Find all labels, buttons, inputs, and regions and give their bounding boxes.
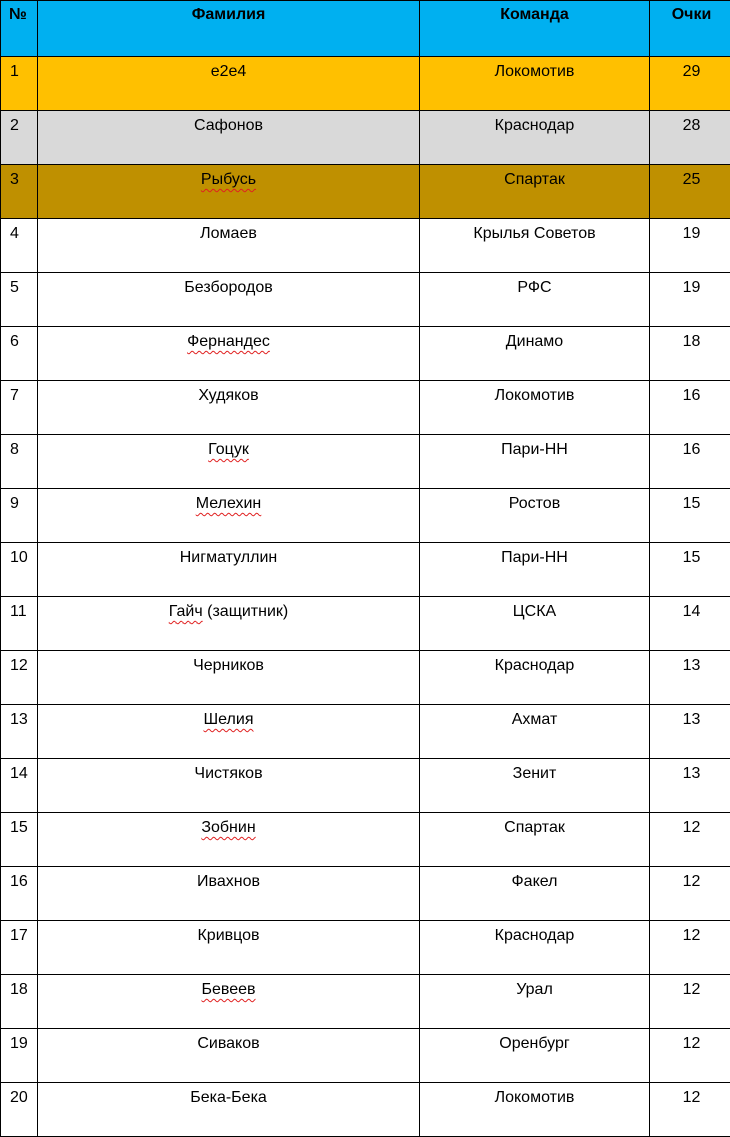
- cell-team: [420, 111, 650, 165]
- row-number: 6: [1, 327, 37, 351]
- cell-number: [1, 813, 38, 867]
- points-value: 12: [650, 1029, 730, 1053]
- table-row: [1, 57, 730, 111]
- cell-team: [420, 327, 650, 381]
- points-value: 12: [650, 921, 730, 945]
- cell-points: [650, 489, 730, 543]
- cell-surname: [38, 435, 420, 489]
- cell-surname: [38, 57, 420, 111]
- cell-surname: [38, 489, 420, 543]
- cell-number: [1, 867, 38, 921]
- table-row: [1, 435, 730, 489]
- table-header-row: [1, 1, 730, 57]
- row-number: 8: [1, 435, 37, 459]
- player-surname: Бевеев: [201, 981, 255, 998]
- row-number: 18: [1, 975, 37, 999]
- team-name: Ахмат: [420, 705, 649, 729]
- row-number: 2: [1, 111, 37, 135]
- points-value: 28: [650, 111, 730, 135]
- cell-points: [650, 975, 730, 1029]
- cell-team: [420, 705, 650, 759]
- cell-team: [420, 489, 650, 543]
- player-surname: Бека-Бека: [190, 1089, 267, 1106]
- row-number: 4: [1, 219, 37, 243]
- table-row: [1, 165, 730, 219]
- cell-surname: [38, 381, 420, 435]
- player-surname: Нигматуллин: [180, 549, 277, 566]
- team-name: Динамо: [420, 327, 649, 351]
- player-surname: Кривцов: [197, 927, 259, 944]
- row-number: 9: [1, 489, 37, 513]
- cell-number: [1, 597, 38, 651]
- cell-surname: [38, 1083, 420, 1137]
- cell-points: [650, 219, 730, 273]
- row-number: 7: [1, 381, 37, 405]
- team-name: Спартак: [420, 165, 649, 189]
- table-row: [1, 921, 730, 975]
- cell-team: [420, 1029, 650, 1083]
- cell-number: [1, 705, 38, 759]
- table-row: [1, 111, 730, 165]
- cell-number: [1, 651, 38, 705]
- table-row: [1, 705, 730, 759]
- row-number: 13: [1, 705, 37, 729]
- cell-number: [1, 57, 38, 111]
- player-surname: Рыбусь: [201, 171, 256, 188]
- row-number: 15: [1, 813, 37, 837]
- cell-surname: [38, 867, 420, 921]
- row-number: 16: [1, 867, 37, 891]
- cell-points: [650, 705, 730, 759]
- player-surname: Шелия: [204, 711, 254, 728]
- table-row: [1, 489, 730, 543]
- team-name: Урал: [420, 975, 649, 999]
- cell-number: [1, 273, 38, 327]
- header-number: №: [1, 1, 38, 57]
- row-number: 1: [1, 57, 37, 81]
- player-note: (защитник): [203, 603, 289, 620]
- team-name: Факел: [420, 867, 649, 891]
- table-row: [1, 273, 730, 327]
- player-surname: Гоцук: [208, 441, 249, 458]
- cell-points: [650, 1083, 730, 1137]
- cell-team: [420, 435, 650, 489]
- points-value: 13: [650, 651, 730, 675]
- row-number: 3: [1, 165, 37, 189]
- cell-surname: [38, 921, 420, 975]
- player-surname: Ломаев: [200, 225, 257, 242]
- table-row: [1, 975, 730, 1029]
- team-name: Локомотив: [420, 381, 649, 405]
- cell-points: [650, 327, 730, 381]
- team-name: Пари-НН: [420, 435, 649, 459]
- cell-team: [420, 651, 650, 705]
- row-number: 12: [1, 651, 37, 675]
- team-name: Локомотив: [420, 1083, 649, 1107]
- row-number: 11: [1, 597, 37, 621]
- cell-number: [1, 435, 38, 489]
- table-row: [1, 327, 730, 381]
- cell-team: [420, 543, 650, 597]
- cell-team: [420, 273, 650, 327]
- team-name: ЦСКА: [420, 597, 649, 621]
- cell-team: [420, 381, 650, 435]
- team-name: Зенит: [420, 759, 649, 783]
- cell-surname: [38, 273, 420, 327]
- cell-team: [420, 921, 650, 975]
- player-surname: Зобнин: [201, 819, 255, 836]
- table-row: [1, 813, 730, 867]
- header-points: Очки: [650, 1, 730, 57]
- cell-points: [650, 435, 730, 489]
- cell-surname: [38, 1029, 420, 1083]
- cell-team: [420, 219, 650, 273]
- cell-surname: [38, 327, 420, 381]
- cell-surname: [38, 813, 420, 867]
- cell-team: [420, 975, 650, 1029]
- player-surname: Мелехин: [196, 495, 262, 512]
- cell-points: [650, 111, 730, 165]
- table-row: [1, 543, 730, 597]
- cell-surname: [38, 543, 420, 597]
- cell-number: [1, 111, 38, 165]
- player-surname: Черников: [193, 657, 264, 674]
- team-name: РФС: [420, 273, 649, 297]
- points-value: 12: [650, 867, 730, 891]
- cell-number: [1, 1029, 38, 1083]
- row-number: 17: [1, 921, 37, 945]
- row-number: 10: [1, 543, 37, 567]
- cell-number: [1, 327, 38, 381]
- cell-surname: [38, 975, 420, 1029]
- row-number: 19: [1, 1029, 37, 1053]
- cell-number: [1, 759, 38, 813]
- team-name: Локомотив: [420, 57, 649, 81]
- team-name: Пари-НН: [420, 543, 649, 567]
- points-value: 16: [650, 381, 730, 405]
- team-name: Краснодар: [420, 111, 649, 135]
- cell-team: [420, 867, 650, 921]
- cell-points: [650, 759, 730, 813]
- cell-team: [420, 165, 650, 219]
- header-team: Команда: [420, 1, 650, 57]
- table-row: [1, 597, 730, 651]
- cell-points: [650, 381, 730, 435]
- points-value: 12: [650, 975, 730, 999]
- player-surname: Ивахнов: [197, 873, 260, 890]
- header-surname: Фамилия: [38, 1, 420, 57]
- table-row: [1, 867, 730, 921]
- cell-surname: [38, 651, 420, 705]
- cell-points: [650, 273, 730, 327]
- cell-points: [650, 165, 730, 219]
- cell-points: [650, 543, 730, 597]
- points-value: 13: [650, 705, 730, 729]
- cell-team: [420, 759, 650, 813]
- player-surname: Гайч: [169, 603, 203, 620]
- cell-points: [650, 1029, 730, 1083]
- cell-surname: [38, 759, 420, 813]
- points-value: 13: [650, 759, 730, 783]
- cell-surname: [38, 705, 420, 759]
- cell-team: [420, 1083, 650, 1137]
- points-value: 29: [650, 57, 730, 81]
- cell-number: [1, 975, 38, 1029]
- team-name: Ростов: [420, 489, 649, 513]
- table-row: [1, 759, 730, 813]
- cell-surname: [38, 219, 420, 273]
- player-surname: Фернандес: [187, 333, 270, 350]
- cell-surname: [38, 165, 420, 219]
- points-value: 12: [650, 813, 730, 837]
- cell-number: [1, 381, 38, 435]
- cell-surname: [38, 111, 420, 165]
- cell-points: [650, 57, 730, 111]
- player-surname: Безбородов: [184, 279, 272, 296]
- cell-surname: [38, 597, 420, 651]
- row-number: 5: [1, 273, 37, 297]
- points-value: 14: [650, 597, 730, 621]
- points-value: 19: [650, 219, 730, 243]
- cell-points: [650, 651, 730, 705]
- points-value: 16: [650, 435, 730, 459]
- row-number: 14: [1, 759, 37, 783]
- cell-points: [650, 813, 730, 867]
- player-surname: е2е4: [211, 63, 247, 80]
- points-value: 19: [650, 273, 730, 297]
- points-value: 18: [650, 327, 730, 351]
- cell-points: [650, 921, 730, 975]
- player-surname: Сиваков: [197, 1035, 259, 1052]
- player-surname: Сафонов: [194, 117, 263, 134]
- team-name: Оренбург: [420, 1029, 649, 1053]
- table-row: [1, 381, 730, 435]
- cell-team: [420, 597, 650, 651]
- player-surname: Худяков: [198, 387, 258, 404]
- cell-points: [650, 867, 730, 921]
- table-row: [1, 1083, 730, 1137]
- points-value: 25: [650, 165, 730, 189]
- team-name: Краснодар: [420, 921, 649, 945]
- cell-team: [420, 813, 650, 867]
- player-surname: Чистяков: [194, 765, 262, 782]
- cell-number: [1, 219, 38, 273]
- team-name: Спартак: [420, 813, 649, 837]
- cell-points: [650, 597, 730, 651]
- table-body: [1, 57, 730, 1137]
- cell-number: [1, 543, 38, 597]
- cell-number: [1, 489, 38, 543]
- team-name: Крылья Советов: [420, 219, 649, 243]
- points-value: 15: [650, 489, 730, 513]
- team-name: Краснодар: [420, 651, 649, 675]
- cell-number: [1, 921, 38, 975]
- cell-team: [420, 57, 650, 111]
- points-value: 12: [650, 1083, 730, 1107]
- table-row: [1, 219, 730, 273]
- cell-number: [1, 165, 38, 219]
- cell-number: [1, 1083, 38, 1137]
- row-number: 20: [1, 1083, 37, 1107]
- points-value: 15: [650, 543, 730, 567]
- table-row: [1, 1029, 730, 1083]
- table-row: [1, 651, 730, 705]
